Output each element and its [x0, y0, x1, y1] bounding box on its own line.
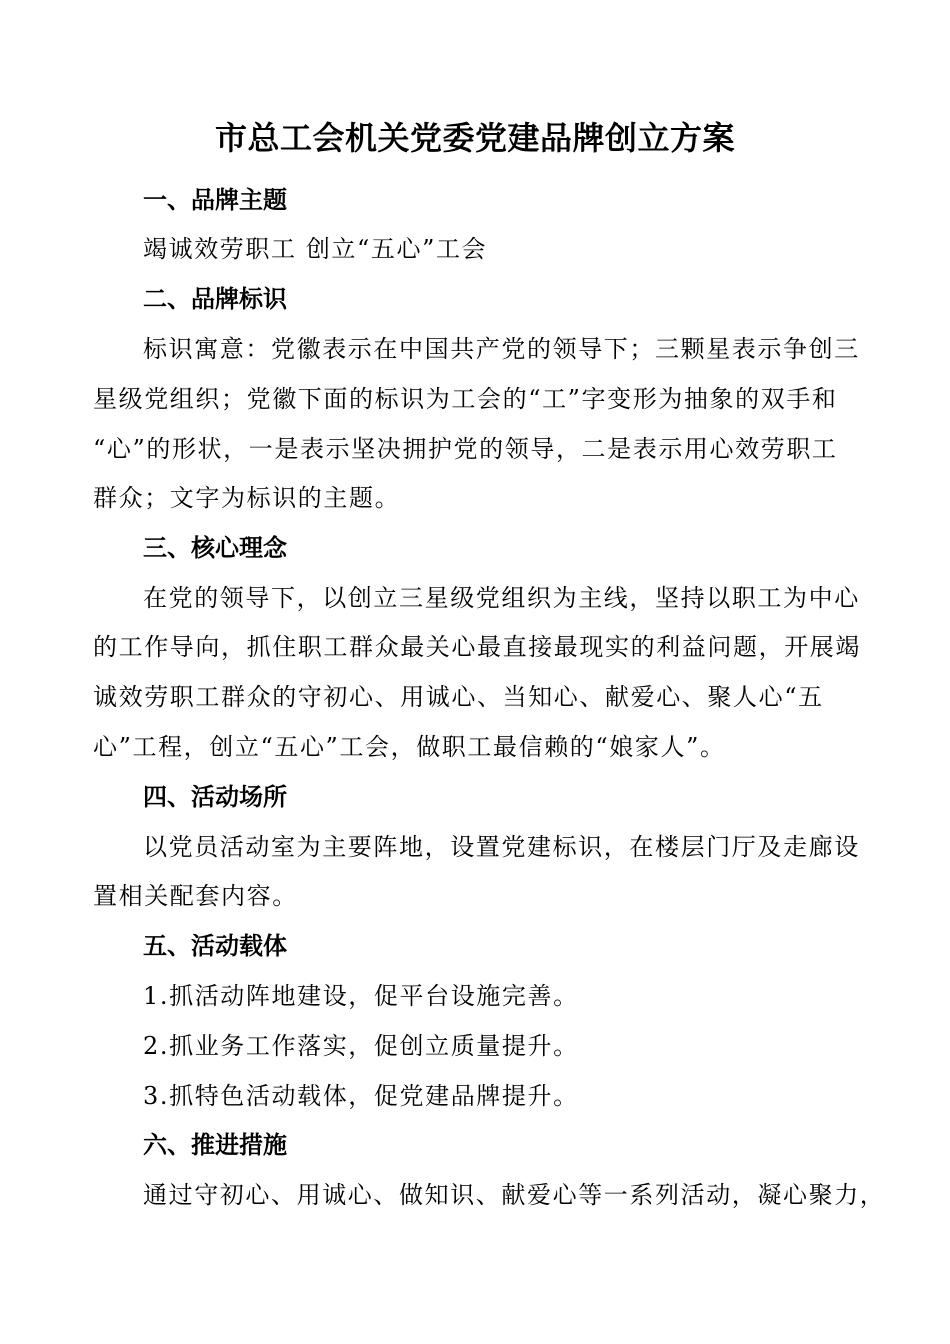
list-item: 3.抓特色活动载体，促党建品牌提升。 [143, 1082, 579, 1110]
list-item: 1.抓活动阵地建设，促平台设施完善。 [143, 982, 579, 1010]
paragraph-line: 置相关配套内容。 [93, 882, 298, 910]
paragraph-line: “心”的形状，一是表示坚决拥护党的领导，二是表示用心效劳职工 [93, 435, 838, 463]
section-heading-venue: 四、活动场所 [143, 783, 287, 811]
section-heading-activity-carriers: 五、活动载体 [143, 932, 287, 960]
paragraph-line: 星级党组织；党徽下面的标识为工会的“工”字变形为抽象的双手和 [93, 385, 838, 413]
paragraph-line: 群众；文字为标识的主题。 [93, 484, 401, 512]
paragraph-line: 标识寓意：党徽表示在中国共产党的领导下；三颗星表示争创三 [143, 335, 860, 363]
paragraph-line: 诚效劳职工群众的守初心、用诚心、当知心、献爱心、聚人心“五 [93, 683, 824, 711]
section-heading-brand-theme: 一、品牌主题 [143, 186, 287, 214]
document-title: 市总工会机关党委党建品牌创立方案 [214, 119, 735, 157]
paragraph-line: 在党的领导下，以创立三星级党组织为主线，坚持以职工为中心 [143, 584, 860, 612]
list-item: 2.抓业务工作落实，促创立质量提升。 [143, 1032, 579, 1060]
paragraph-line: 通过守初心、用诚心、做知识、献爱心等一系列活动，凝心聚力， [143, 1181, 886, 1209]
section-heading-core-concept: 三、核心理念 [143, 534, 287, 562]
paragraph-line: 心”工程，创立“五心”工会，做职工最信赖的“娘家人”。 [93, 733, 726, 761]
section-heading-brand-logo: 二、品牌标识 [143, 285, 287, 313]
brand-theme-text: 竭诚效劳职工 创立“五心”工会 [143, 235, 488, 263]
paragraph-line: 的工作导向，抓住职工群众最关心最直接最现实的利益问题，开展竭 [93, 633, 861, 661]
section-heading-measures: 六、推进措施 [143, 1131, 287, 1159]
paragraph-line: 以党员活动室为主要阵地，设置党建标识，在楼层门厅及走廊设 [143, 833, 860, 861]
